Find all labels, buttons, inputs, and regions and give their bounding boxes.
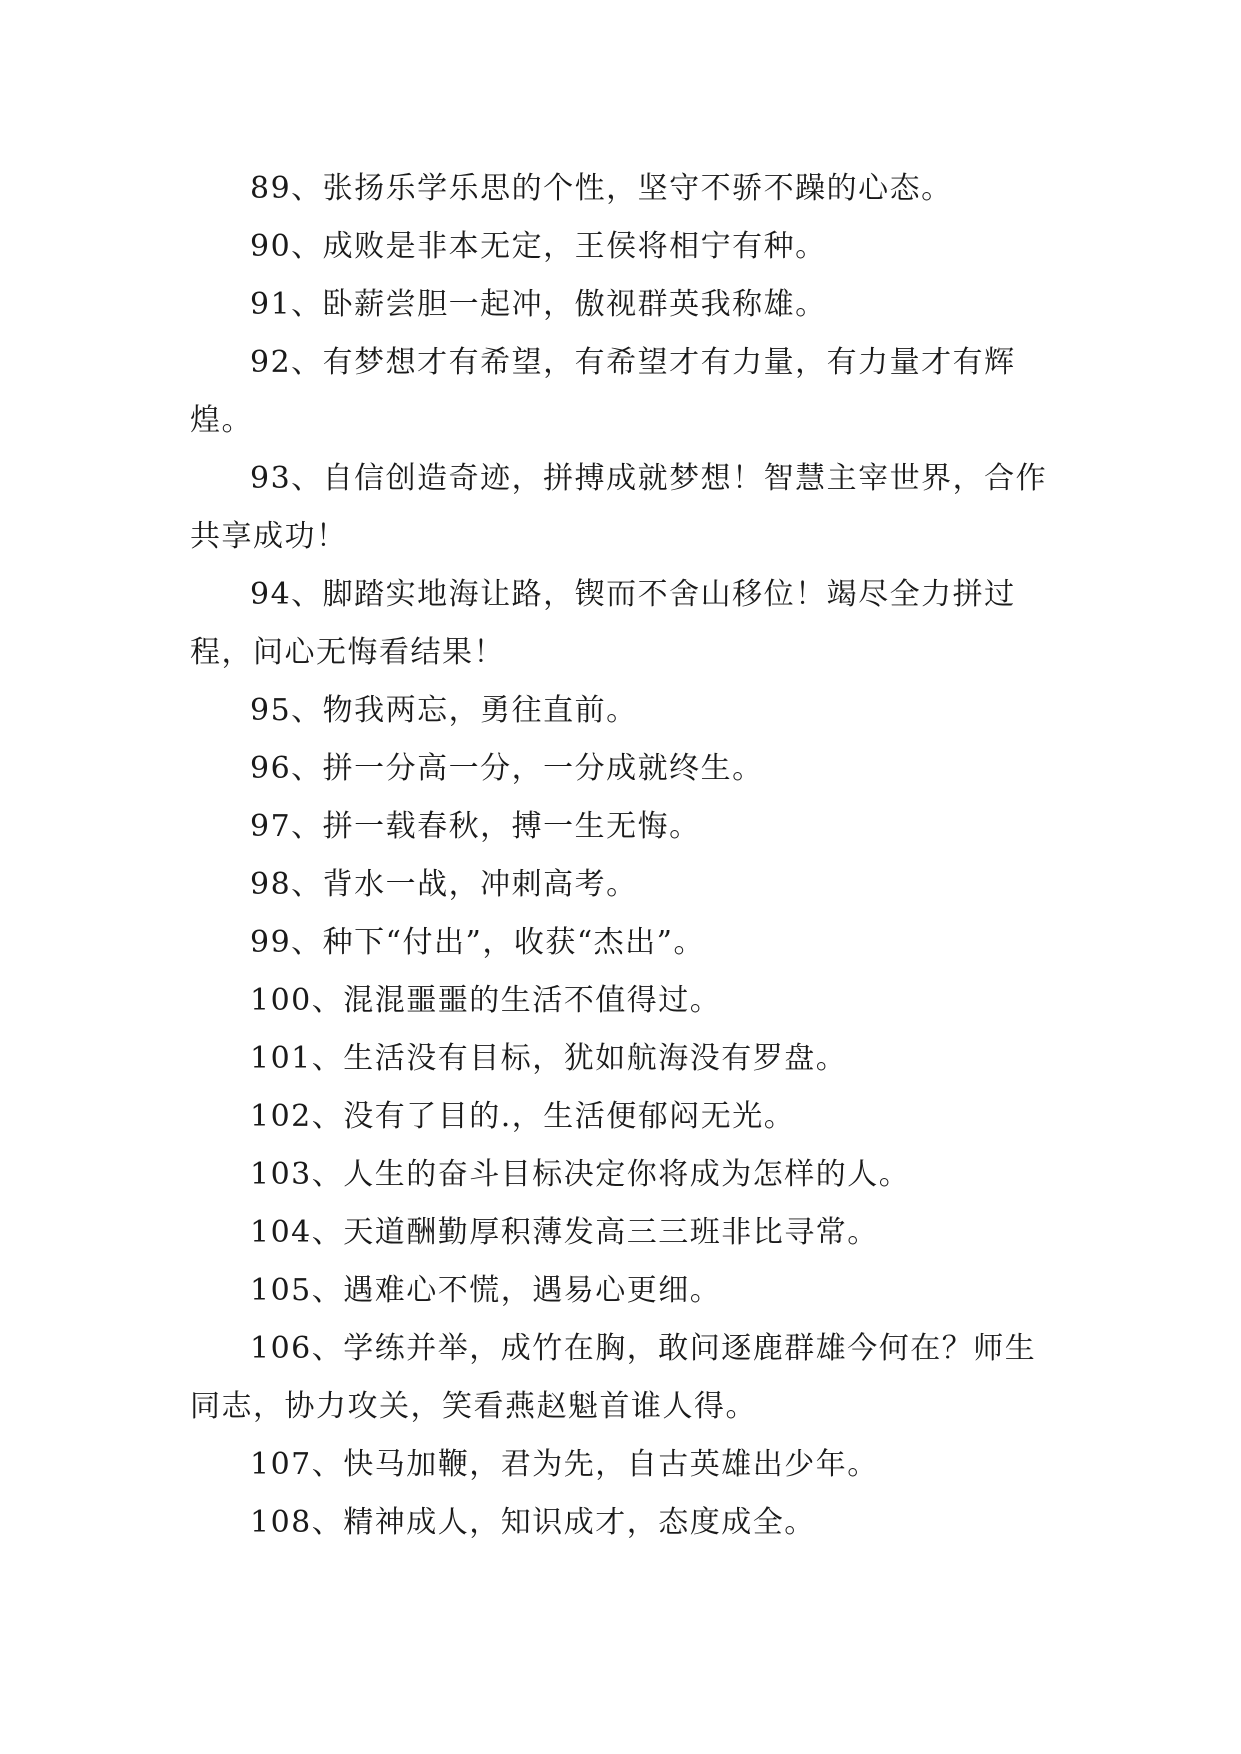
- slogan-entry-99: 99、种下“付出”，收获“杰出”。: [250, 925, 706, 960]
- slogan-entry-108: 108、精神成人，知识成才，态度成全。: [250, 1505, 816, 1540]
- slogan-entry-96: 96、拼一分高一分，一分成就终生。: [250, 751, 764, 786]
- slogan-entry-105: 105、遇难心不慌，遇易心更细。: [250, 1273, 722, 1308]
- slogan-entry-100: 100、混混噩噩的生活不值得过。: [250, 983, 722, 1018]
- slogan-entry-102: 102、没有了目的.，生活便郁闷无光。: [250, 1099, 796, 1134]
- slogan-entry-91: 91、卧薪尝胆一起冲，傲视群英我称雄。: [250, 287, 827, 322]
- slogan-entry-104: 104、天道酬勤厚积薄发高三三班非比寻常。: [250, 1215, 879, 1250]
- slogan-entry-93: 93、自信创造奇迹，拼搏成就梦想！智慧主宰世界，合作共享成功！: [190, 461, 1048, 554]
- slogan-entry-106: 106、学练并举，成竹在胸，敢问逐鹿群雄今何在？师生同志，协力攻关，笑看燕赵魁首谁人得。: [190, 1331, 1037, 1424]
- slogan-entry-94: 94、脚踏实地海让路，锲而不舍山移位！竭尽全力拼过程，问心无悔看结果！: [190, 577, 1016, 670]
- slogan-entry-101: 101、生活没有目标，犹如航海没有罗盘。: [250, 1041, 848, 1076]
- slogan-entry-92: 92、有梦想才有希望，有希望才有力量，有力量才有辉煌。: [190, 345, 1016, 438]
- slogan-entry-90: 90、成败是非本无定，王侯将相宁有种。: [250, 229, 827, 264]
- slogan-entry-107: 107、快马加鞭，君为先，自古英雄出少年。: [250, 1447, 879, 1482]
- slogan-entry-89: 89、张扬乐学乐思的个性，坚守不骄不躁的心态。: [250, 171, 953, 206]
- document-body: [190, 160, 1060, 1552]
- slogan-entry-95: 95、物我两忘，勇往直前。: [250, 693, 638, 728]
- slogan-entry-97: 97、拼一载春秋，搏一生无悔。: [250, 809, 701, 844]
- slogan-entry-98: 98、背水一战，冲刺高考。: [250, 867, 638, 902]
- slogan-entry-103: 103、人生的奋斗目标决定你将成为怎样的人。: [250, 1157, 911, 1192]
